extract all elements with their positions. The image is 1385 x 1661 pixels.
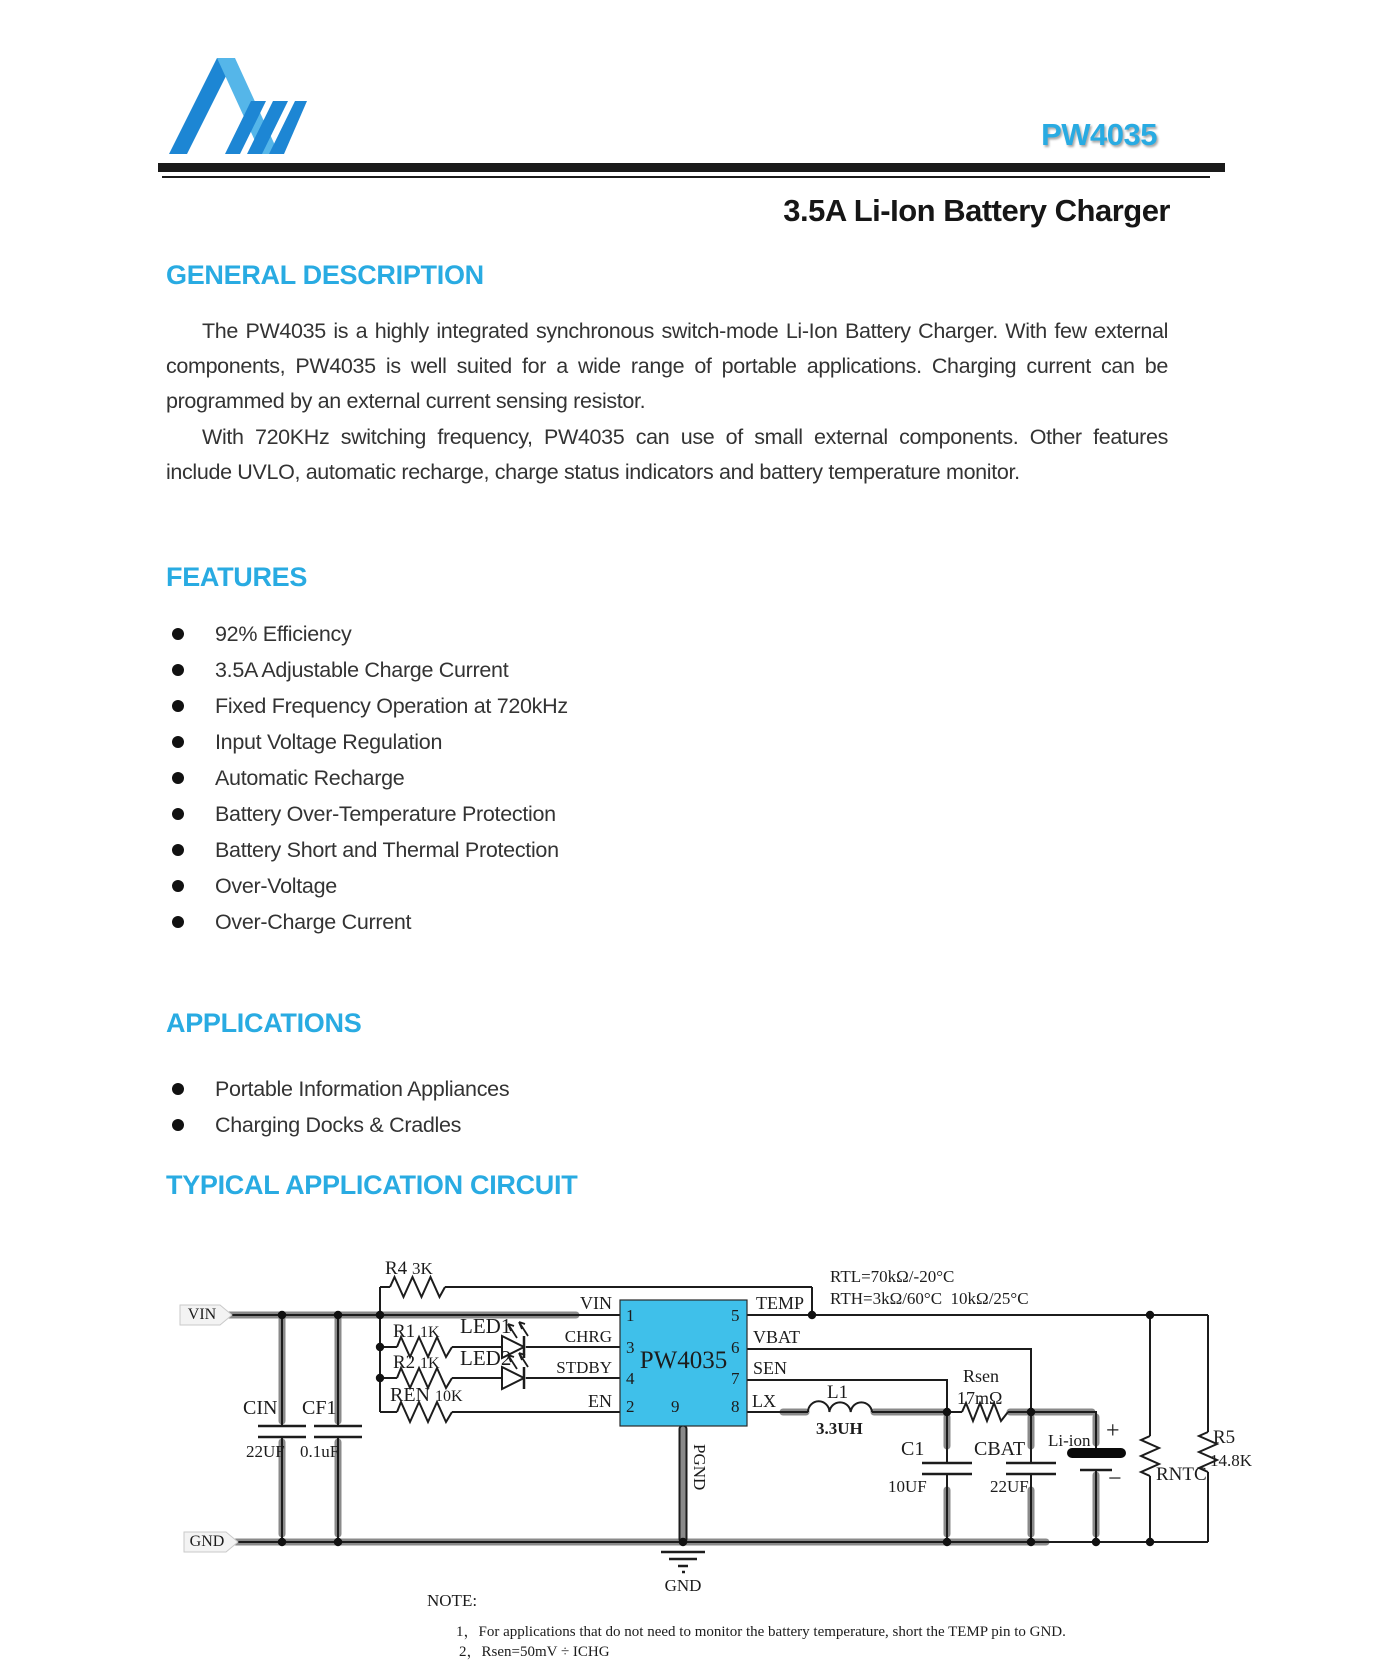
application-text: Portable Information Appliances — [215, 1076, 510, 1101]
feature-item — [172, 688, 568, 724]
pin-num-2: 2 — [626, 1397, 635, 1416]
feature-text: Battery Over-Temperature Protection — [215, 801, 556, 826]
ground-symbol-label: GND — [664, 1576, 702, 1595]
feature-text: Automatic Recharge — [215, 765, 405, 790]
heading-general-description: GENERAL DESCRIPTION — [166, 260, 484, 290]
ren-name: REN — [390, 1384, 430, 1406]
pin-num-5: 5 — [731, 1306, 740, 1325]
pin-num-6: 6 — [731, 1338, 740, 1357]
pin-num-9: 9 — [671, 1397, 680, 1416]
label-rntc: RNTC — [1156, 1464, 1207, 1485]
bullet-icon — [172, 628, 184, 640]
label-cin: CIN — [243, 1397, 278, 1419]
pin-num-3: 3 — [626, 1338, 635, 1357]
pin-label-stdby: STDBY — [556, 1358, 612, 1377]
pin-label-pgnd: PGND — [690, 1444, 709, 1491]
application-item — [172, 1071, 509, 1107]
label-r1 — [393, 1321, 440, 1343]
header-rule-thin — [162, 176, 1210, 178]
r1-value: 1K — [419, 1324, 440, 1341]
feature-item — [172, 652, 508, 688]
battery-plus-sign: + — [1106, 1418, 1120, 1444]
label-led2: LED2 — [460, 1346, 512, 1370]
note-item-1: 1，For applications that do not need to monitor the battery temperature, short the TEMP pin to GND. — [456, 1624, 1066, 1640]
label-r5-value: 14.8K — [1210, 1451, 1253, 1470]
bullet-icon — [172, 916, 184, 928]
feature-text: Over-Charge Current — [215, 909, 412, 934]
heading-typical-application-circuit: TYPICAL APPLICATION CIRCUIT — [166, 1170, 578, 1200]
feature-item — [172, 796, 556, 832]
label-r5: R5 — [1213, 1427, 1236, 1448]
label-battery: Li-ion — [1048, 1431, 1091, 1450]
brand-part-number: PW4035 — [1041, 117, 1157, 152]
label-led1: LED1 — [460, 1314, 512, 1338]
pin-label-chrg: CHRG — [564, 1327, 612, 1346]
header-rule-thick — [158, 163, 1225, 172]
bullet-icon — [172, 844, 184, 856]
pin-label-en: EN — [588, 1391, 612, 1411]
pin-num-1: 1 — [626, 1306, 635, 1325]
label-cbat: CBAT — [974, 1438, 1026, 1460]
feature-text: Input Voltage Regulation — [215, 729, 443, 754]
r1-name: R1 — [393, 1321, 416, 1342]
feature-text: Battery Short and Thermal Protection — [215, 837, 559, 862]
pin-label-vbat: VBAT — [753, 1327, 801, 1347]
net-tag-gnd: GND — [189, 1533, 225, 1550]
general-paragraph-2: With 720KHz switching frequency, PW4035 can use of small external components. Other features include UVLO, automatic recharge, charge status indicators and battery temperature monitor. — [166, 425, 1168, 484]
label-c1: C1 — [901, 1438, 925, 1460]
company-logo-icon — [167, 56, 307, 156]
bullet-icon — [172, 808, 184, 820]
label-r2 — [393, 1352, 440, 1374]
label-l1: L1 — [827, 1382, 849, 1403]
net-tag-vin: VIN — [187, 1306, 217, 1323]
pin-num-4: 4 — [626, 1369, 635, 1388]
pin-num-7: 7 — [731, 1369, 740, 1388]
heading-applications: APPLICATIONS — [166, 1008, 362, 1038]
page-title: 3.5A Li-Ion Battery Charger — [783, 193, 1170, 228]
label-cin-value: 22UF — [246, 1442, 285, 1461]
pin-label-vin: VIN — [580, 1293, 612, 1313]
label-ren — [390, 1384, 463, 1407]
note-title: NOTE: — [427, 1591, 478, 1610]
feature-item — [172, 868, 337, 904]
r2-value: 1K — [419, 1355, 440, 1372]
bullet-icon — [172, 1119, 184, 1131]
ren-value: 10K — [435, 1388, 463, 1405]
pin-label-lx: LX — [752, 1391, 776, 1411]
feature-item — [172, 904, 411, 940]
annotation-rth: RTH=3kΩ/60°C 10kΩ/25°C — [830, 1289, 1029, 1308]
r2-name: R2 — [393, 1352, 416, 1373]
general-paragraph-1: The PW4035 is a highly integrated synchronous switch-mode Li-Ion Battery Charger. With few external components, PW4035 is well suited for a wide range of portable applications. Charging current can be programmed by an external current sensing resistor. — [166, 319, 1168, 413]
feature-item — [172, 760, 404, 796]
chip-name: PW4035 — [639, 1347, 728, 1374]
bullet-icon — [172, 664, 184, 676]
pin-label-temp: TEMP — [756, 1293, 805, 1313]
battery-minus-sign: − — [1108, 1466, 1122, 1492]
feature-item — [172, 616, 351, 652]
r4-name: R4 — [385, 1258, 408, 1279]
application-text: Charging Docks & Cradles — [215, 1112, 462, 1137]
bullet-icon — [172, 772, 184, 784]
bullet-icon — [172, 700, 184, 712]
r4-value: 3K — [411, 1259, 433, 1278]
pin-num-8: 8 — [731, 1397, 740, 1416]
label-c1-value: 10UF — [888, 1477, 927, 1496]
label-cf1: CF1 — [302, 1397, 337, 1419]
bullet-icon — [172, 1083, 184, 1095]
note-item-2: 2，Rsen=50mV ÷ ICHG — [459, 1644, 610, 1660]
feature-text: 3.5A Adjustable Charge Current — [215, 657, 509, 682]
feature-item — [172, 724, 442, 760]
annotation-rtl: RTL=70kΩ/-20°C — [830, 1267, 955, 1286]
feature-text: Fixed Frequency Operation at 720kHz — [215, 693, 568, 718]
heading-features: FEATURES — [166, 562, 308, 592]
application-item — [172, 1107, 461, 1143]
label-rsen-value: 17mΩ — [957, 1388, 1003, 1408]
feature-text: Over-Voltage — [215, 873, 337, 898]
feature-item — [172, 832, 559, 868]
label-cbat-value: 22UF — [990, 1477, 1029, 1496]
bullet-icon — [172, 736, 184, 748]
label-r4 — [385, 1258, 433, 1280]
label-cf1-value: 0.1uF — [300, 1442, 340, 1461]
pin-label-sen: SEN — [753, 1358, 788, 1378]
feature-text: 92% Efficiency — [215, 621, 352, 646]
label-l1-value: 3.3UH — [816, 1419, 863, 1438]
label-rsen: Rsen — [963, 1366, 999, 1386]
bullet-icon — [172, 880, 184, 892]
